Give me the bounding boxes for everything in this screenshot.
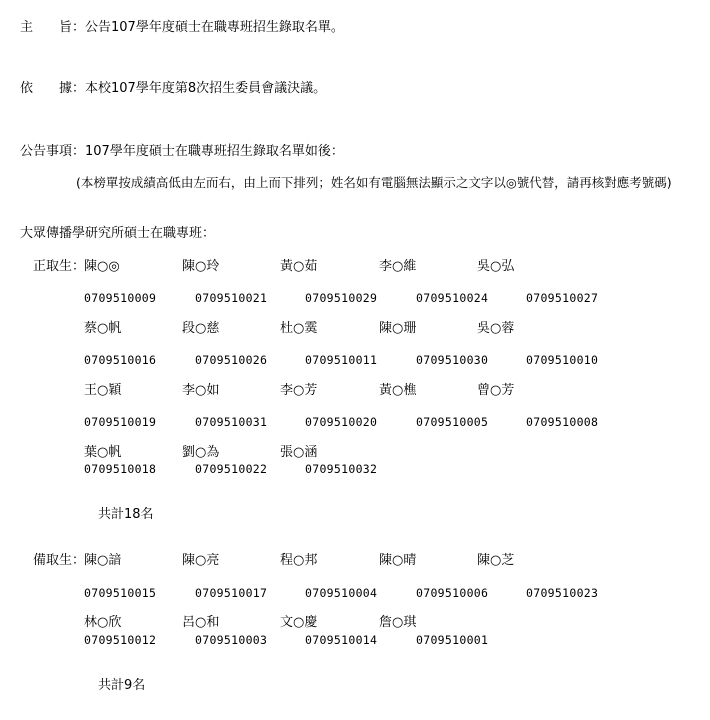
admitted-student-name: 吳○蓉: [477, 321, 515, 336]
waitlist-exam-number: 0709510014: [305, 633, 378, 647]
admitted-exam-number: 0709510024: [416, 291, 489, 305]
admitted-exam-number: 0709510022: [195, 462, 268, 476]
admitted-exam-number: 0709510019: [84, 415, 157, 429]
waitlist-student-name: 林○欣: [84, 615, 122, 630]
admitted-student-name: 段○慈: [182, 321, 220, 336]
admitted-student-name: 李○如: [182, 383, 220, 398]
waitlist-student-name: 陳○亮: [182, 553, 220, 568]
admitted-student-name: 李○維: [379, 259, 417, 274]
admitted-student-name: 曾○芳: [477, 383, 515, 398]
waitlist-label: 備取生：: [33, 553, 86, 568]
admitted-exam-number: 0709510020: [305, 415, 378, 429]
admitted-exam-number: 0709510016: [84, 353, 157, 367]
admitted-exam-number: 0709510026: [195, 353, 268, 367]
admitted-label: 正取生：: [33, 259, 86, 274]
admitted-student-name: 陳○珊: [379, 321, 417, 336]
waitlist-total: 共計9名: [98, 678, 146, 693]
waitlist-student-name: 呂○和: [182, 615, 220, 630]
admitted-student-name: 吳○弘: [477, 259, 515, 274]
basis-line: [20, 81, 326, 97]
admitted-student-name: 李○芳: [280, 383, 318, 398]
admitted-exam-number: 0709510029: [305, 291, 378, 305]
admitted-student-name: 王○穎: [84, 383, 122, 398]
admitted-total: 共計18名: [98, 507, 154, 522]
department-title: 大眾傳播學研究所碩士在職專班：: [20, 226, 216, 241]
waitlist-student-name: 文○慶: [280, 615, 318, 630]
basis-text: 本校107學年度第8次招生委員會議決議。: [85, 81, 327, 96]
admitted-exam-number: 0709510027: [526, 291, 599, 305]
waitlist-exam-number: 0709510017: [195, 586, 268, 600]
admitted-exam-number: 0709510030: [416, 353, 489, 367]
basis-sep: ：: [72, 81, 86, 96]
waitlist-exam-number: 0709510004: [305, 586, 378, 600]
waitlist-exam-number: 0709510006: [416, 586, 489, 600]
waitlist-student-name: 詹○琪: [379, 615, 417, 630]
subject-sep: ：: [72, 20, 86, 35]
admitted-exam-number: 0709510009: [84, 291, 157, 305]
subject-label: 主旨: [20, 20, 72, 35]
ranking-note: (本榜單按成績高低由左而右，由上而下排列；姓名如有電腦無法顯示之文字以◎號代替，請再核對應考號碼): [76, 175, 672, 190]
notice-line: [20, 144, 344, 160]
waitlist-exam-number: 0709510015: [84, 586, 157, 600]
admitted-student-name: 陳○◎: [84, 259, 120, 274]
subject-text: 公告107學年度碩士在職專班招生錄取名單。: [85, 20, 344, 35]
admitted-exam-number: 0709510021: [195, 291, 268, 305]
admitted-exam-number: 0709510031: [195, 415, 268, 429]
admitted-student-name: 張○涵: [280, 445, 318, 460]
waitlist-student-name: 陳○晴: [379, 553, 417, 568]
notice-label: 公告事項：: [20, 144, 86, 159]
waitlist-student-name: 程○邦: [280, 553, 318, 568]
admitted-student-name: 葉○帆: [84, 445, 122, 460]
admitted-student-name: 黃○樵: [379, 383, 417, 398]
subject-line: [20, 20, 344, 36]
admitted-exam-number: 0709510005: [416, 415, 489, 429]
admitted-exam-number: 0709510018: [84, 462, 157, 476]
waitlist-student-name: 陳○諳: [84, 553, 122, 568]
notice-text: 107學年度碩士在職專班招生錄取名單如後：: [85, 144, 344, 159]
admitted-exam-number: 0709510010: [526, 353, 599, 367]
waitlist-exam-number: 0709510003: [195, 633, 268, 647]
admitted-student-name: 陳○玲: [182, 259, 220, 274]
waitlist-exam-number: 0709510001: [416, 633, 489, 647]
admitted-student-name: 蔡○帆: [84, 321, 122, 336]
admitted-student-name: 杜○霙: [280, 321, 318, 336]
admitted-exam-number: 0709510011: [305, 353, 378, 367]
admitted-exam-number: 0709510008: [526, 415, 599, 429]
admitted-student-name: 黃○茹: [280, 259, 318, 274]
waitlist-student-name: 陳○芝: [477, 553, 515, 568]
waitlist-exam-number: 0709510023: [526, 586, 599, 600]
basis-label: 依據: [20, 81, 72, 96]
waitlist-exam-number: 0709510012: [84, 633, 157, 647]
admitted-exam-number: 0709510032: [305, 462, 378, 476]
admitted-student-name: 劉○為: [182, 445, 220, 460]
